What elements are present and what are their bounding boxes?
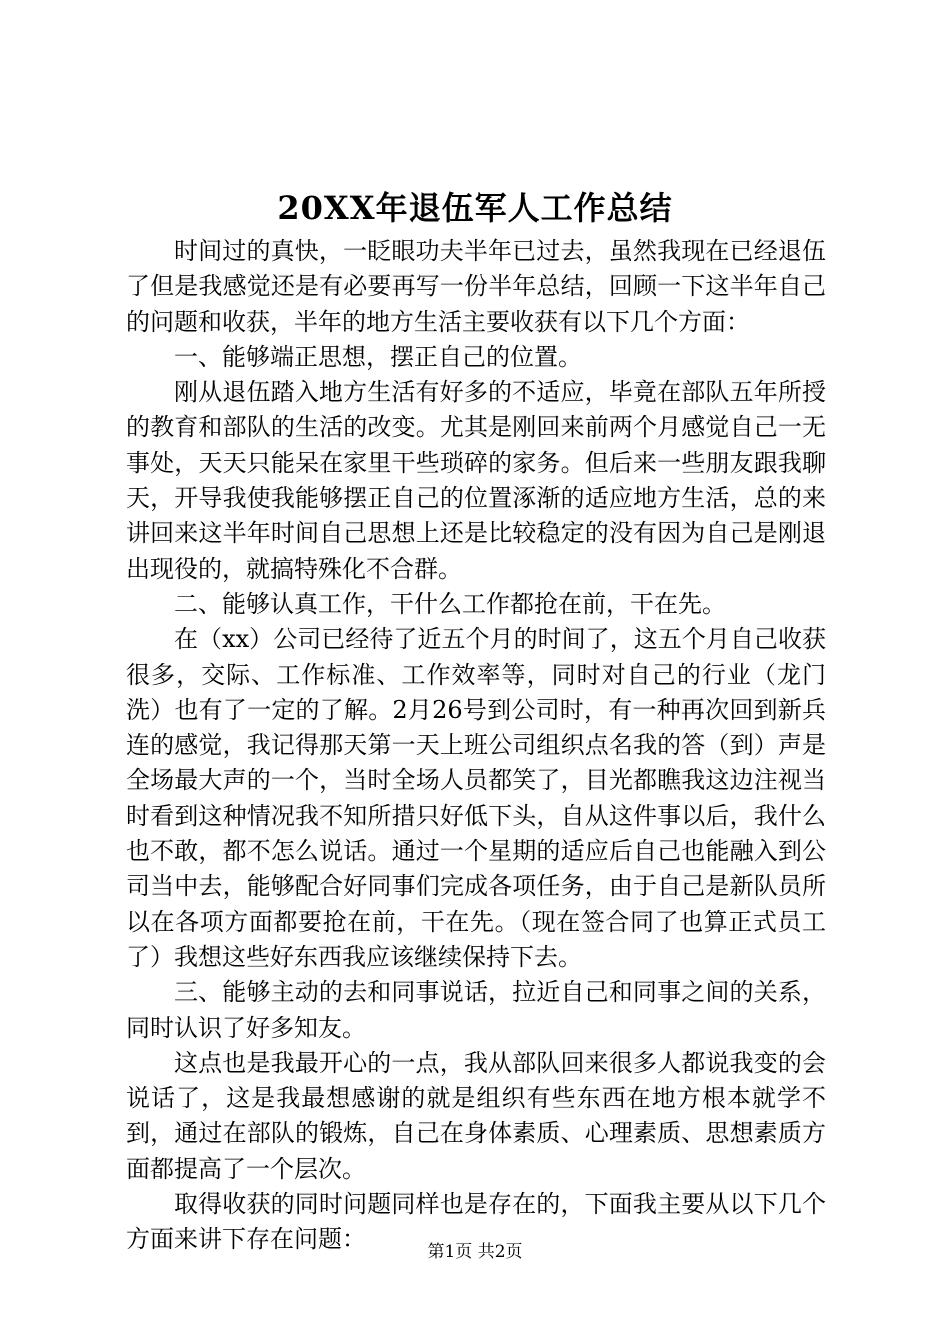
- paragraph-section-2: 在（xx）公司已经待了近五个月的时间了，这五个月自己收获很多，交际、工作标准、工作效率等，同时对自己的行业（龙门洗）也有了一定的了解。2月26号到公司时，有一种再次回到新兵连的感觉，我记得那天第一天上班公司组织点名我的答（到）声是全场最大声的一个，当时全场人员都笑了，目光都瞧我这边注视当时看到这种情况我不知所措只好低下头，自从这件事以后，我什么也不敢，都不怎么说话。通过一个星期的适应后自己也能融入到公司当中去，能够配合好同事们完成各项任务，由于自己是新队员所以在各项方面都要抢在前，干在先。（现在签合同了也算正式员工了）我想这些好东西我应该继续保持下去。: [126, 625, 826, 971]
- paragraph-heading-2: 二、能够认真工作，干什么工作都抢在前，干在先。: [174, 589, 726, 618]
- paragraph-intro: 时间过的真快，一眨眼功夫半年已过去，虽然我现在已经退伍了但是我感觉还是有必要再写一份半年总结，回顾一下这半年自己的问题和收获，半年的地方生活主要收获有以下几个方面：: [126, 237, 826, 336]
- document-title: 20XX年退伍军人工作总结: [277, 189, 673, 227]
- page-number-footer: 第1页 共2页: [427, 1242, 523, 1262]
- paragraph-section-3: 这点也是我最开心的一点，我从部队回来很多人都说我变的会说话了，这是我最想感谢的就是组织有些东西在地方根本就学不到，通过在部队的锻炼，自己在身体素质、心理素质、思想素质方面都提高了一个层次。: [126, 1048, 826, 1183]
- paragraph-problems-intro: 取得收获的同时问题同样也是存在的，下面我主要从以下几个方面来讲下存在问题：: [126, 1190, 826, 1254]
- paragraph-heading-3: 三、能够主动的去和同事说话，拉近自己和同事之间的关系，同时认识了好多知友。: [126, 978, 826, 1042]
- document-body: [126, 234, 826, 1258]
- paragraph-heading-1: 一、能够端正思想，摆正自己的位置。: [174, 342, 582, 371]
- paragraph-section-1: 刚从退伍踏入地方生活有好多的不适应，毕竟在部队五年所授的教育和部队的生活的改变。尤其是刚回来前两个月感觉自己一无事处，天天只能呆在家里干些琐碎的家务。但后来一些朋友跟我聊天，开导我使我能够摆正自己的位置涿渐的适应地方生活，总的来讲回来这半年时间自己思想上还是比较稳定的没有因为自己是刚退出现役的，就搞特殊化不合群。: [126, 378, 826, 583]
